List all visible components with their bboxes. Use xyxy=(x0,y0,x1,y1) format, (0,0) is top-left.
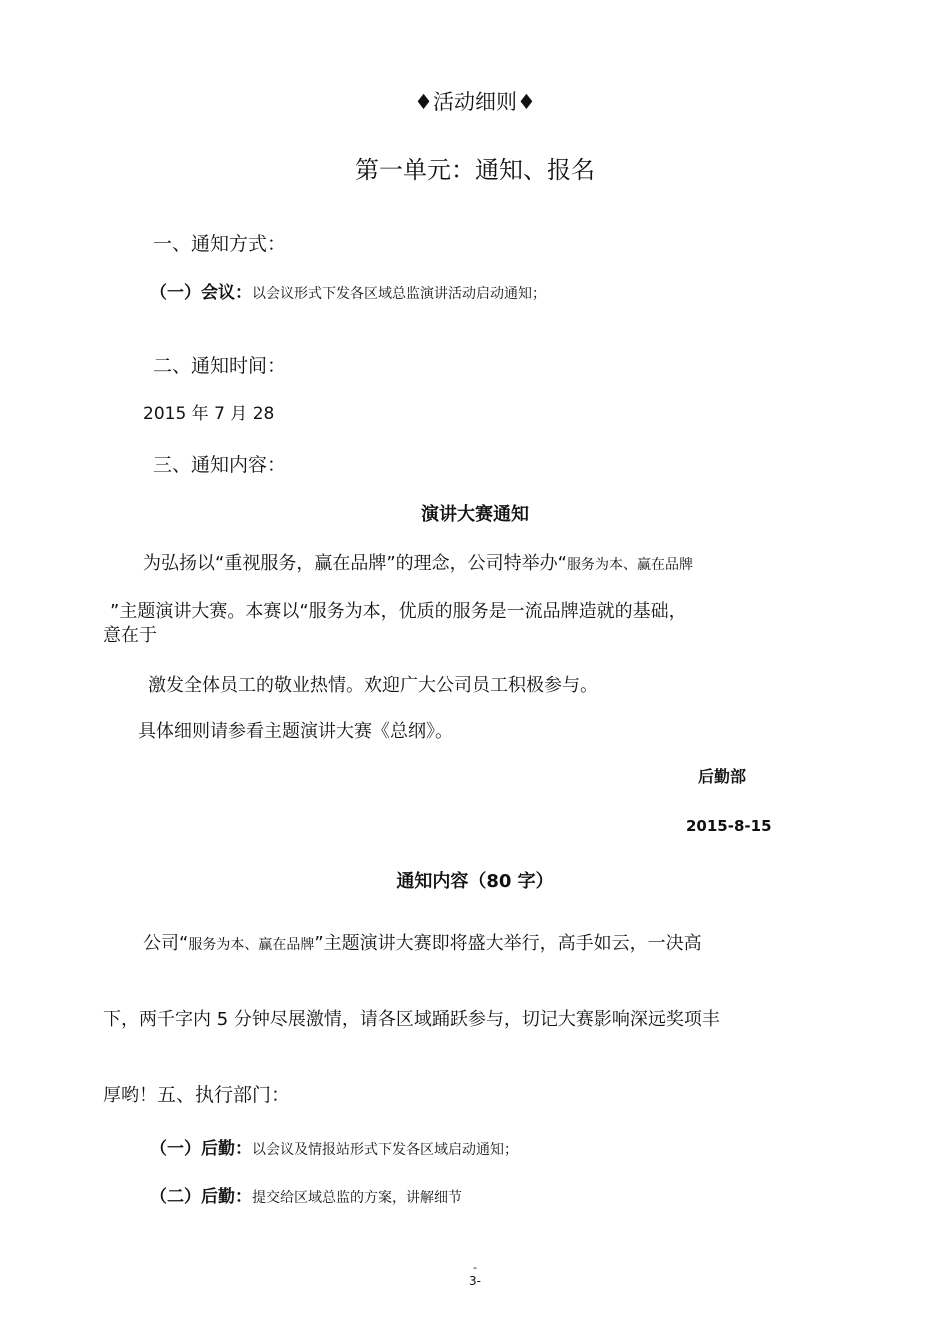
page-footer-dash: - xyxy=(473,1261,477,1274)
item-text: 以会议及情报站形式下发各区域启动通知； xyxy=(252,1142,518,1158)
item-label: （一）后勤： xyxy=(150,1139,252,1159)
notice-line-2: ”主题演讲大赛。本赛以“服务为本，优质的服务是一流品牌造就的基础， xyxy=(110,601,687,622)
item-text: 提交给区域总监的方案，讲解细节 xyxy=(252,1190,462,1206)
content-line-1 xyxy=(143,935,702,953)
section-3-heading: 三、通知内容： xyxy=(153,454,287,476)
section-1-heading: 一、通知方式： xyxy=(153,233,287,255)
content-text: 公司“ xyxy=(143,933,189,954)
content-line-2: 下，两千字内 5 分钟尽展激情，请各区域踊跃参与，切记大赛影响深远奖项丰 xyxy=(103,1009,720,1030)
notice-date: 2015 年 7 月 28 xyxy=(143,404,275,424)
content-text: ”主题演讲大赛即将盛大举行，高手如云，一决高 xyxy=(314,933,702,954)
item-label: （二）后勤： xyxy=(150,1187,252,1207)
notice-line-5: 具体细则请参看主题演讲大赛《总纲》。 xyxy=(138,721,453,742)
notice-line-3: 意在于 xyxy=(103,625,157,646)
section-5-item-2 xyxy=(150,1189,462,1206)
content-line-3 xyxy=(103,1086,290,1105)
content-text-small: 服务为本、赢在品牌 xyxy=(188,937,315,953)
document-title: ♦活动细则♦ xyxy=(414,90,536,114)
item-label: （一）会议： xyxy=(150,283,252,303)
page-number: 3- xyxy=(469,1274,481,1288)
notice-line-1 xyxy=(143,555,693,573)
section-1-item xyxy=(150,285,546,302)
notice-text-small: 服务为本、赢在品牌 xyxy=(566,557,693,573)
notice-signature: 后勤部 xyxy=(698,767,747,786)
notice-sign-date: 2015-8-15 xyxy=(686,817,772,835)
notice-title: 演讲大赛通知 xyxy=(421,504,529,525)
notice-text: 为弘扬以“重视服务，赢在品牌”的理念，公司特举办“ xyxy=(143,553,567,574)
unit-heading: 第一单元：通知、报名 xyxy=(355,156,595,184)
item-text: 以会议形式下发各区域总监演讲活动启动通知； xyxy=(252,286,546,302)
content-80-title: 通知内容（80 字） xyxy=(396,871,554,892)
content-text: 厚哟！ xyxy=(103,1085,157,1106)
notice-line-4: 激发全体员工的敬业热情。欢迎广大公司员工积极参与。 xyxy=(148,675,598,696)
section-2-heading: 二、通知时间： xyxy=(153,355,287,377)
section-5-item-1 xyxy=(150,1141,518,1158)
section-5-heading: 五、执行部门： xyxy=(157,1084,291,1106)
